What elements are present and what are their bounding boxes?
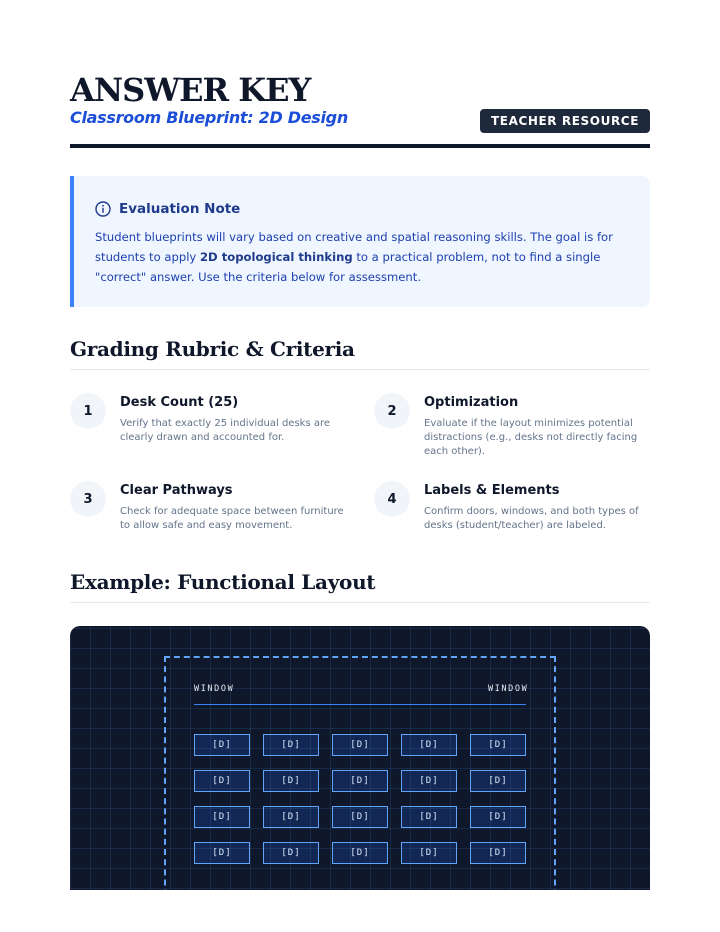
student-desk: [D] bbox=[332, 734, 388, 756]
student-desk: [D] bbox=[263, 770, 319, 792]
student-desk: [D] bbox=[194, 770, 250, 792]
student-desk: [D] bbox=[263, 734, 319, 756]
student-desk: [D] bbox=[332, 806, 388, 828]
student-desk: [D] bbox=[263, 806, 319, 828]
student-desk: [D] bbox=[470, 842, 526, 864]
evaluation-note-title: Evaluation Note bbox=[119, 201, 241, 217]
header bbox=[70, 70, 650, 148]
evaluation-note bbox=[70, 176, 650, 307]
rubric-heading: Grading Rubric & Criteria bbox=[70, 337, 650, 370]
rubric-item-title: Optimization bbox=[424, 395, 519, 410]
student-desk: [D] bbox=[401, 770, 457, 792]
page-subtitle: Classroom Blueprint: 2D Design bbox=[70, 108, 348, 127]
rubric-item bbox=[374, 393, 650, 473]
teacher-resource-badge: TEACHER RESOURCE bbox=[480, 109, 650, 133]
rubric-item-title: Desk Count (25) bbox=[120, 395, 239, 410]
info-icon bbox=[95, 201, 111, 217]
student-desk: [D] bbox=[401, 806, 457, 828]
rubric-item-description: Evaluate if the layout minimizes potential distractions (e.g., desks not directly facing each other). bbox=[424, 418, 638, 458]
window-line bbox=[194, 704, 526, 705]
student-desk: [D] bbox=[332, 842, 388, 864]
rubric-number: 4 bbox=[374, 481, 410, 517]
rubric-item bbox=[374, 481, 650, 561]
page-title: ANSWER KEY bbox=[70, 71, 311, 109]
student-desk: [D] bbox=[401, 734, 457, 756]
window-label-right: WINDOW bbox=[488, 684, 529, 694]
student-desk: [D] bbox=[401, 842, 457, 864]
window-label-left: WINDOW bbox=[194, 684, 235, 694]
rubric-item-description: Check for adequate space between furniture to allow safe and easy movement. bbox=[120, 506, 344, 532]
rubric-item-description: Confirm doors, windows, and both types of desks (student/teacher) are labeled. bbox=[424, 506, 639, 532]
note-text-end: to a practical problem, not to find a single "correct" answer. Use the criteria below for assessment. bbox=[95, 250, 601, 284]
evaluation-note-body bbox=[95, 227, 628, 287]
note-text-start: Student blueprints will vary based on creative and spatial reasoning skills. The goal is for students to apply bbox=[95, 230, 613, 264]
rubric-number: 3 bbox=[70, 481, 106, 517]
classroom-blueprint bbox=[70, 626, 650, 890]
student-desk: [D] bbox=[194, 806, 250, 828]
rubric-number: 2 bbox=[374, 393, 410, 429]
student-desk: [D] bbox=[194, 734, 250, 756]
rubric-number: 1 bbox=[70, 393, 106, 429]
student-desk: [D] bbox=[470, 734, 526, 756]
student-desk: [D] bbox=[470, 806, 526, 828]
rubric-item-title: Clear Pathways bbox=[120, 483, 233, 498]
student-desk: [D] bbox=[263, 842, 319, 864]
evaluation-note-header bbox=[95, 198, 628, 220]
student-desk: [D] bbox=[332, 770, 388, 792]
rubric-item-description: Verify that exactly 25 individual desks are clearly drawn and accounted for. bbox=[120, 418, 331, 444]
rubric-item-title: Labels & Elements bbox=[424, 483, 560, 498]
rubric-item bbox=[70, 481, 346, 561]
student-desk: [D] bbox=[470, 770, 526, 792]
student-desk: [D] bbox=[194, 842, 250, 864]
rubric-item bbox=[70, 393, 346, 473]
note-text-bold: 2D topological thinking bbox=[199, 250, 353, 264]
example-heading: Example: Functional Layout bbox=[70, 570, 650, 603]
